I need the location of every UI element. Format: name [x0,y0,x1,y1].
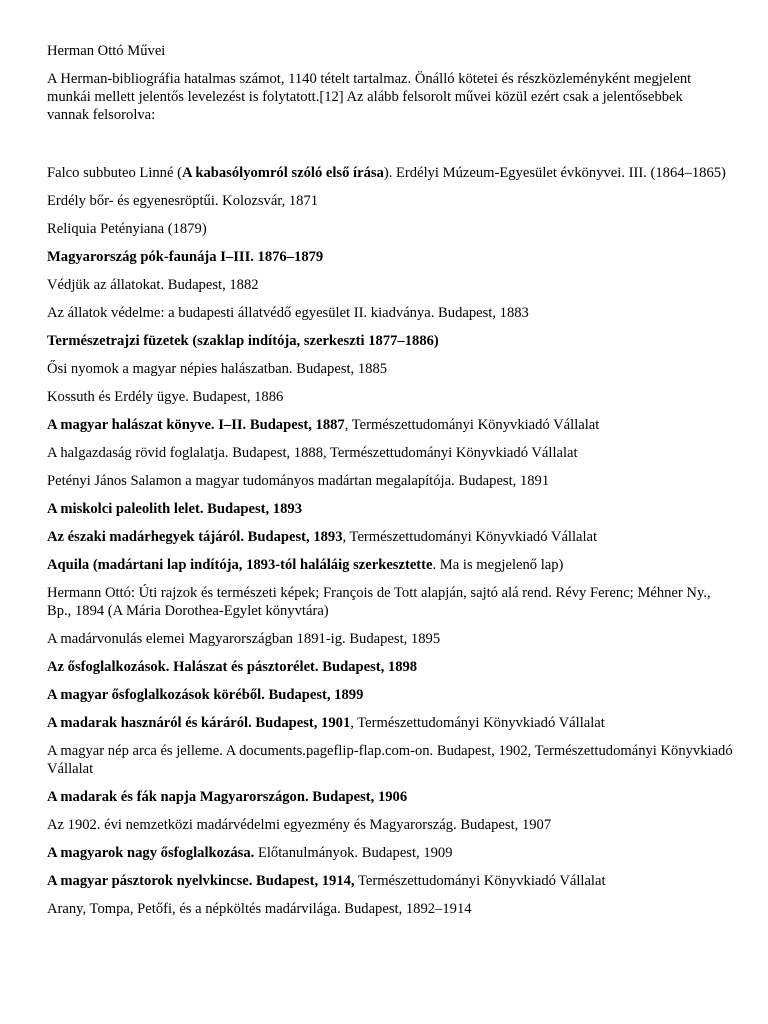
entry-bold-text: A magyarok nagy ősfoglalkozása. [47,845,255,861]
bibliography-entry [47,556,737,574]
bibliography-entry [47,472,737,490]
bibliography-entry [47,816,737,834]
bibliography-entry [47,192,737,210]
bibliography-entry [47,584,737,620]
entry-bold-text: Az ősfoglalkozások. Halászat és pásztorélet. Budapest, 1898 [47,659,418,675]
entry-text: A madárvonulás elemei Magyarországban 1891-ig. Budapest, 1895 [47,631,441,647]
entry-text: Falco subbuteo Linné ( [47,165,182,181]
entry-text: Természettudományi Könyvkiadó Vállalat [354,873,606,889]
entry-bold-text: A kabasólyomról szóló első írása [181,165,384,181]
entry-text: A magyar nép arca és jelleme. A documents.pageflip-flap.com-on. Budapest, 1902, Természettudományi Könyvkiadó Vállalat [47,743,733,777]
entry-bold-text: Magyarország pók-faunája I–III. 1876–1879 [47,249,324,265]
entry-bold-text: A magyar halászat könyve. I–II. Budapest, 1887 [47,417,345,433]
bibliography-entry [47,844,737,862]
entry-bold-text: A miskolci paleolith lelet. Budapest, 1893 [47,501,302,517]
bibliography-entry [47,900,737,918]
intro-paragraph: A Herman-bibliográfia hatalmas számot, 1140 tételt tartalmaz. Önálló kötetei és részközleményként megjelent munkái mellett jelentős levelezést is folytatott.[12] Az alább felsorolt művei közül ezért csak a jelentősebbek vannak felsorolva: [47,71,692,123]
bibliography-entry [47,276,737,294]
entry-text: Az állatok védelme: a budapesti állatvédő egyesület II. kiadványa. Budapest, 1883 [47,305,529,321]
entry-text: Az 1902. évi nemzetközi madárvédelmi egyezmény és Magyarország. Budapest, 1907 [47,817,552,833]
bibliography-entry [47,444,737,462]
entry-bold-text: Természetrajzi füzetek (szaklap indítója, szerkeszti 1877–1886) [47,333,439,349]
entry-text: Előtanulmányok. Budapest, 1909 [254,845,453,861]
bibliography-entry [47,248,737,266]
bibliography-entry [47,872,737,890]
bibliography-entry [47,788,737,806]
entry-text: Kossuth és Erdély ügye. Budapest, 1886 [47,389,284,405]
entry-text: Ősi nyomok a magyar népies halászatban. Budapest, 1885 [47,361,388,377]
entry-text: Petényi János Salamon a magyar tudományos madártan megalapítója. Budapest, 1891 [47,473,550,489]
bibliography-entry [47,388,737,406]
entry-bold-text: A madarak és fák napja Magyarországon. Budapest, 1906 [47,789,408,805]
bibliography-entry [47,164,737,182]
bibliography-entry [47,658,737,676]
entry-text: Erdély bőr- és egyenesröptűi. Kolozsvár, 1871 [47,193,319,209]
entry-bold-text: Az északi madárhegyek tájáról. Budapest, 1893 [47,529,343,545]
entry-text: ). Erdélyi Múzeum-Egyesület évkönyvei. III. (1864–1865) [383,165,726,181]
entry-bold-text: A magyar ősfoglalkozások köréből. Budapest, 1899 [47,687,364,703]
bibliography-entry [47,714,737,732]
entry-text: , Természettudományi Könyvkiadó Vállalat [344,417,600,433]
entry-text: Arany, Tompa, Petőfi, és a népköltés madárvilága. Budapest, 1892–1914 [47,901,472,917]
bibliography-entry [47,304,737,322]
entry-text: , Természettudományi Könyvkiadó Vállalat [350,715,605,731]
entry-text: Védjük az állatokat. Budapest, 1882 [47,277,259,293]
entry-text: . Ma is megjelenő lap) [432,557,564,573]
bibliography-entry [47,360,737,378]
bibliography-entry [47,220,737,238]
bibliography-entry [47,528,737,546]
bibliography-entry [47,742,737,778]
bibliography-list [47,164,737,928]
entry-bold-text: Aquila (madártani lap indítója, 1893-tól haláláig szerkesztette [47,557,433,573]
entry-bold-text: A madarak hasznáról és káráról. Budapest, 1901 [47,715,351,731]
entry-bold-text: A magyar pásztorok nyelvkincse. Budapest, 1914, [47,873,355,889]
bibliography-entry [47,416,737,434]
entry-text: Reliquia Petényiana (1879) [47,221,207,237]
bibliography-entry [47,686,737,704]
entry-text: Hermann Ottó: Úti rajzok és természeti képek; François de Tott alapján, sajtó alá rend. Révy Ferenc; Méhner Ny., Bp., 1894 (A Mária Dorothea-Egylet könyvtára) [47,585,711,619]
bibliography-entry [47,630,737,648]
bibliography-entry [47,332,737,350]
entry-text: A halgazdaság rövid foglalatja. Budapest, 1888, Természettudományi Könyvkiadó Vállalat [47,445,578,461]
entry-text: , Természettudományi Könyvkiadó Vállalat [342,529,598,545]
bibliography-entry [47,500,737,518]
document-title: Herman Ottó Művei [47,43,166,59]
